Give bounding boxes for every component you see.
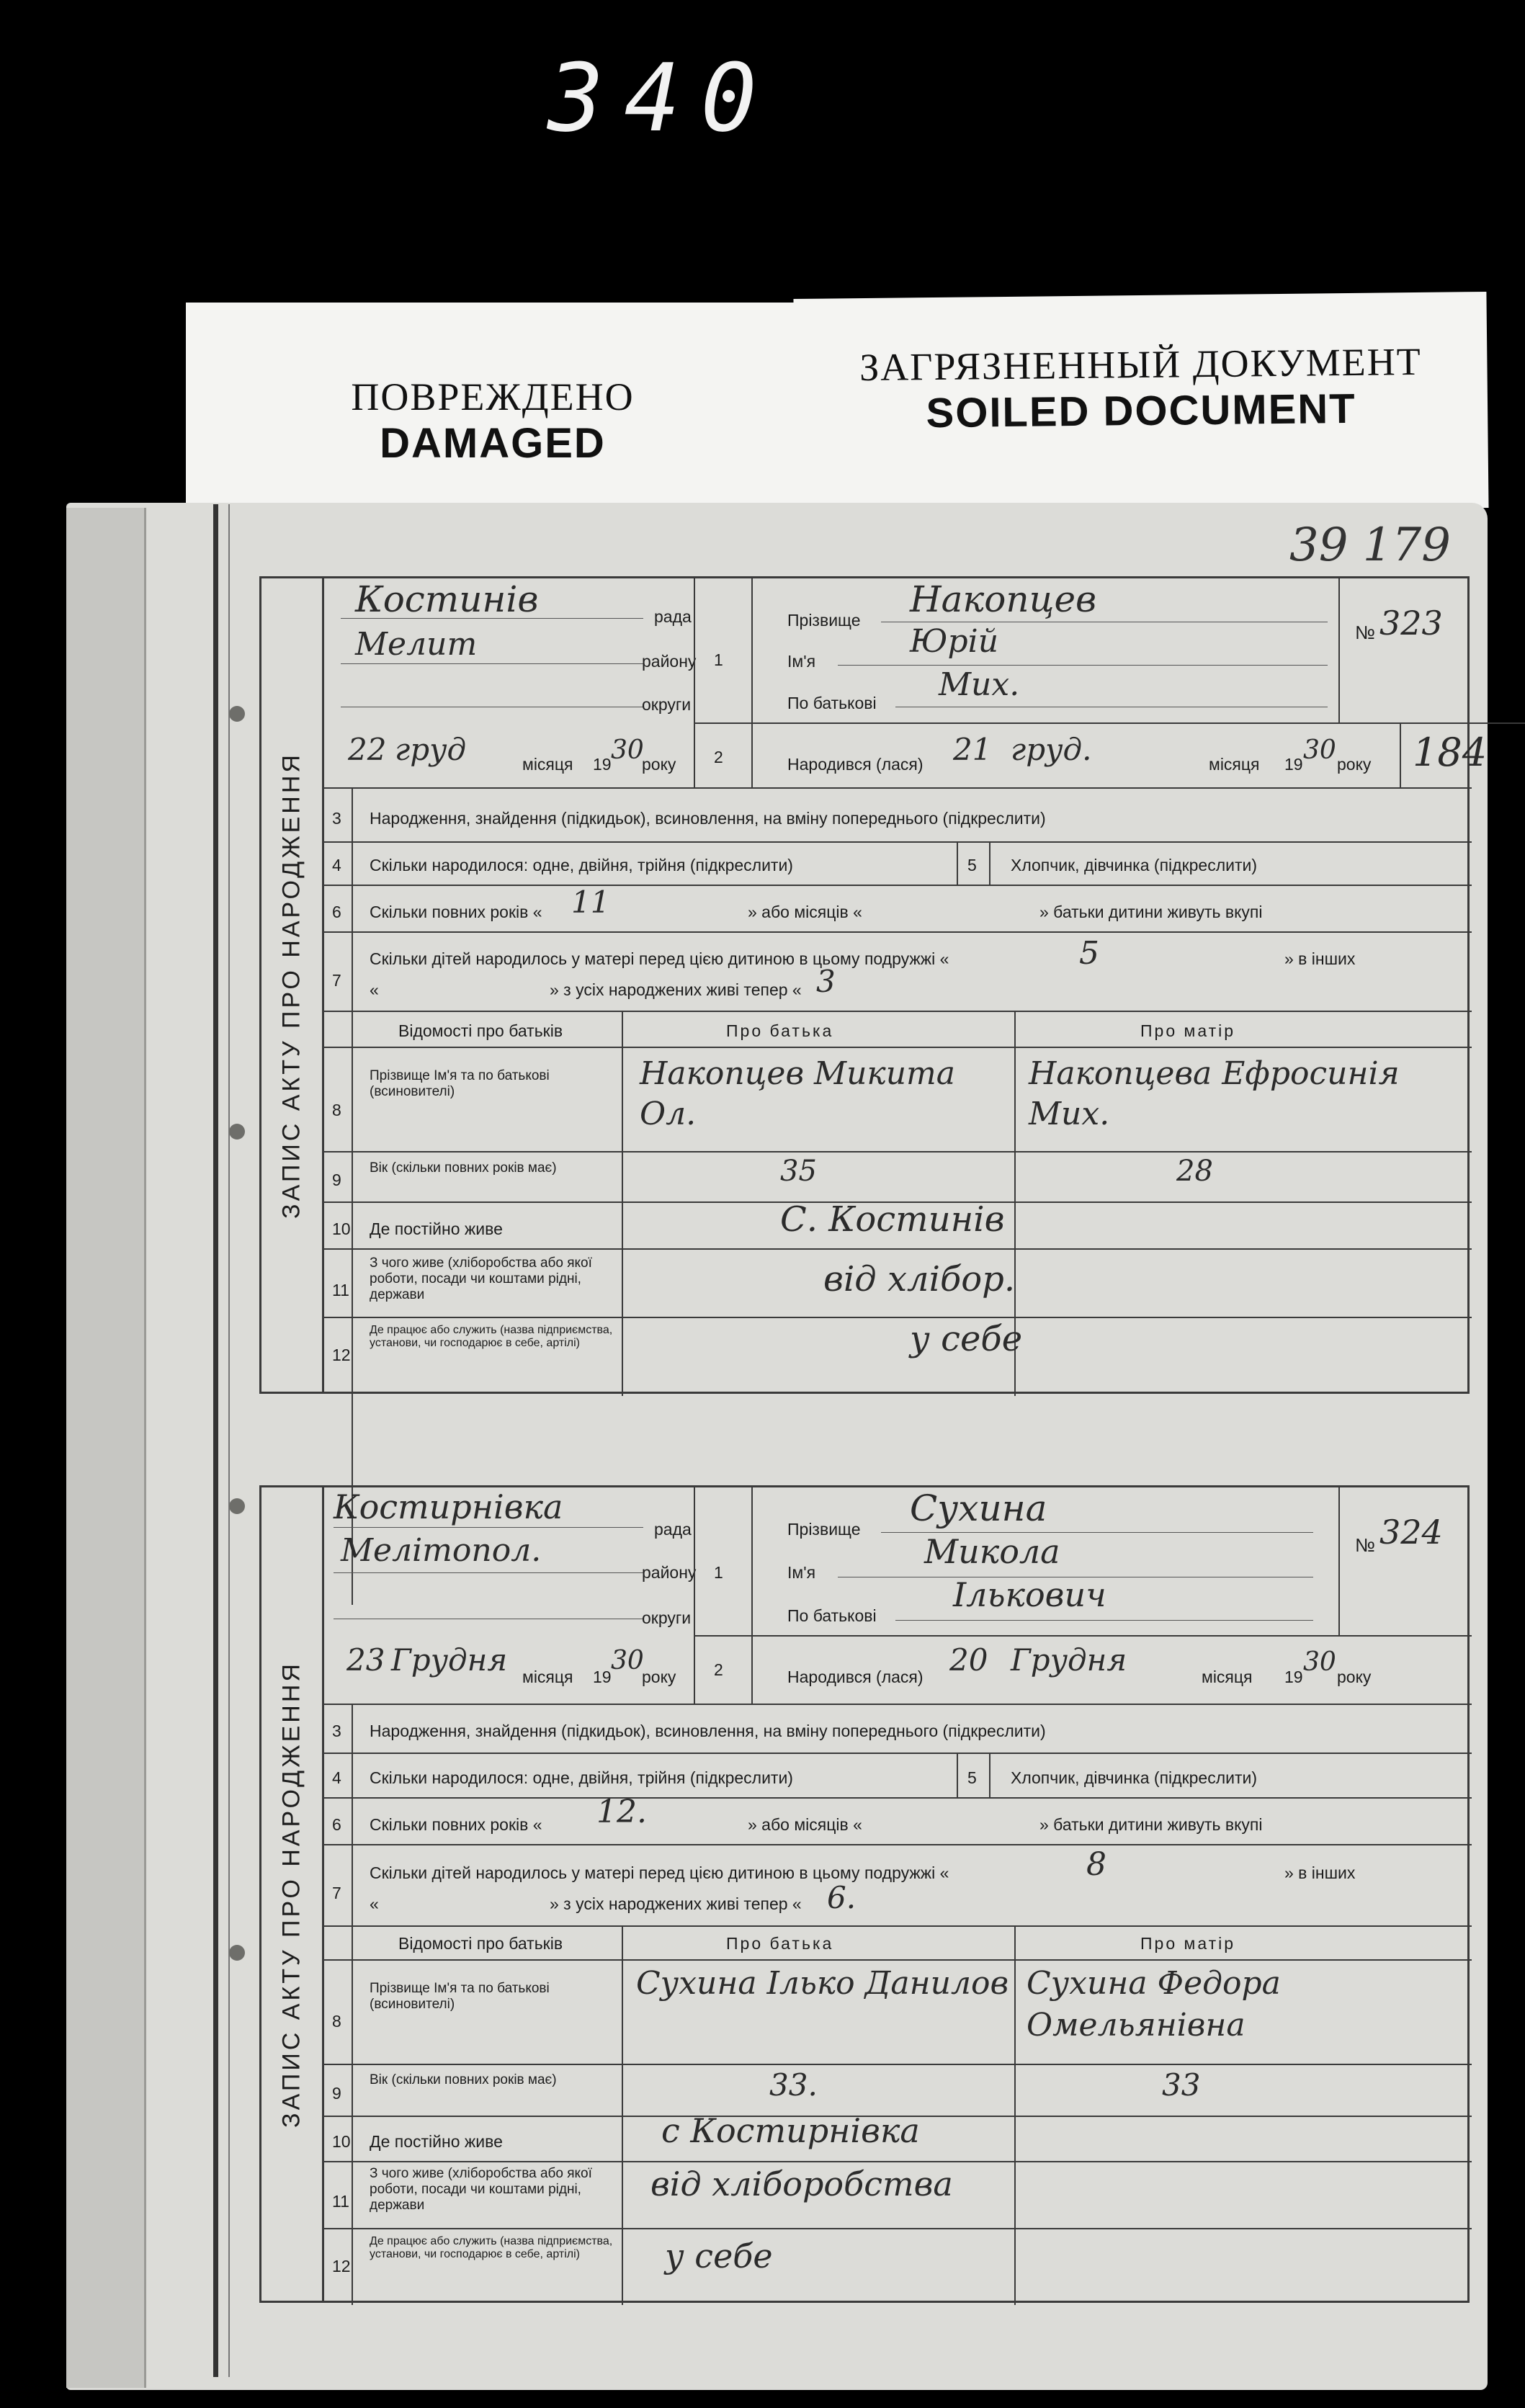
row7-label-c: « xyxy=(370,980,379,999)
mother-age: 28 xyxy=(1176,1155,1213,1188)
soiled-label xyxy=(793,292,1488,515)
sheet-margin xyxy=(66,508,146,2388)
row-divider xyxy=(322,2064,1472,2065)
row-number-9: 9 xyxy=(332,2084,341,2103)
birth-day: 20 xyxy=(949,1642,988,1678)
row6-label-c: » батьки дитини живуть вкупі xyxy=(1039,1815,1263,1834)
row7-label-d: » з усіх народжених живі тепер « xyxy=(550,980,802,999)
residence: с Костирнівка xyxy=(661,2111,920,2150)
row6-label-b: » або місяців « xyxy=(748,1815,862,1834)
father-name: Накопцев Микита Ол. xyxy=(640,1055,956,1132)
surname-label: Прізвище xyxy=(787,1520,861,1539)
record-number-label: № xyxy=(1355,622,1375,643)
birth-year-suffix: 30 xyxy=(1303,1647,1336,1677)
binding-hole xyxy=(229,706,245,722)
soiled-label-ru: ЗАГРЯЗНЕННЫЙ ДОКУМЕНТ xyxy=(859,339,1422,390)
row12-label: Де працює або служить (назва підприємства, установи, чи господарює в себе, артілі) xyxy=(370,1324,613,1349)
row-number-11: 11 xyxy=(332,2192,349,2211)
form-side-title: ЗАПИС АКТУ ПРО НАРОДЖЕННЯ xyxy=(277,751,305,1219)
rada-line xyxy=(341,618,643,619)
row7-label-d: » з усіх народжених живі тепер « xyxy=(550,1894,802,1913)
row5-label: Хлопчик, дівчинка (підкреслити) xyxy=(1011,856,1258,874)
birth-year-label: року xyxy=(1337,1668,1372,1686)
row8-label: Прізвище Ім'я та по батькові (всиновителі) xyxy=(370,1981,550,2012)
row-number-12: 12 xyxy=(332,1346,351,1364)
row-divider xyxy=(322,1704,1472,1705)
father-age: 35 xyxy=(780,1155,817,1188)
raion-value: Мелит xyxy=(355,626,478,663)
reg-year-prefix: 19 xyxy=(593,755,612,774)
raion-label: району xyxy=(642,652,697,671)
years-together: 11 xyxy=(571,885,610,920)
col-divider xyxy=(957,841,958,885)
mother-age: 33 xyxy=(1162,2067,1201,2103)
child-name: Юрій xyxy=(910,623,999,660)
col-divider xyxy=(694,1487,695,1704)
record-number: 323 xyxy=(1379,604,1443,643)
row-divider xyxy=(322,841,1472,843)
reg-day: 23 xyxy=(346,1642,385,1678)
rada-label: рада xyxy=(654,607,692,626)
row-divider xyxy=(322,1317,1472,1318)
row-divider xyxy=(322,1797,1472,1799)
reg-month: груд xyxy=(395,732,467,767)
row-number-2: 2 xyxy=(714,1660,723,1679)
row-divider xyxy=(322,1925,1472,1927)
row-number-6: 6 xyxy=(332,1815,341,1834)
form-side-strip xyxy=(261,578,324,1392)
row9-label: Вік (скільки повних років має) xyxy=(370,2072,557,2087)
col-divider xyxy=(989,1753,990,1797)
name-label: Ім'я xyxy=(787,652,816,671)
name-label: Ім'я xyxy=(787,1563,816,1582)
row6-label-a: Скільки повних років « xyxy=(370,1815,542,1834)
row-divider xyxy=(322,2161,1472,2162)
birth-month: груд. xyxy=(1011,732,1092,767)
birth-year-prefix: 19 xyxy=(1284,755,1303,774)
birth-month: Грудня xyxy=(1011,1642,1127,1678)
sheet-reference: 39 179 xyxy=(1289,519,1451,572)
row12-label: Де працює або служить (назва підприємства, установи, чи господарює в себе, артілі) xyxy=(370,2235,613,2260)
col-divider xyxy=(957,1753,958,1797)
row6-label-c: » батьки дитини живуть вкупі xyxy=(1039,903,1263,921)
row-number-4: 4 xyxy=(332,856,341,874)
residence: С. Костинів xyxy=(780,1199,1005,1240)
row-number-8: 8 xyxy=(332,1101,341,1119)
record-number-label: № xyxy=(1355,1534,1375,1556)
row10-label: Де постійно живе xyxy=(370,1219,503,1238)
col-divider xyxy=(694,578,695,787)
child-patronymic: Ількович xyxy=(953,1575,1106,1614)
col-divider xyxy=(751,1487,753,1704)
col-divider xyxy=(1338,1487,1340,1635)
row-number-5: 5 xyxy=(967,1768,977,1787)
row-number-6: 6 xyxy=(332,903,341,921)
row-number-10: 10 xyxy=(332,1219,351,1238)
row-number-11: 11 xyxy=(332,1281,349,1299)
row7-label-b: » в інших xyxy=(1284,1863,1356,1882)
soiled-label-en: SOILED DOCUMENT xyxy=(926,385,1356,437)
parents-header: Відомості про батьків xyxy=(398,1934,563,1953)
surname-label: Прізвище xyxy=(787,611,861,630)
binding-hole xyxy=(229,1498,245,1514)
row-number-1: 1 xyxy=(714,1563,723,1582)
name-line xyxy=(838,665,1328,666)
years-together: 12. xyxy=(596,1794,647,1830)
living-now: 6. xyxy=(827,1880,857,1915)
damaged-label-ru: ПОВРЕЖДЕНО xyxy=(351,375,635,419)
reg-year-label: року xyxy=(642,1668,676,1686)
children-before: 8 xyxy=(1086,1846,1106,1883)
binding-line xyxy=(213,504,230,2377)
row4-label: Скільки народилося: одне, двійня, трійня (підкреслити) xyxy=(370,856,793,874)
reg-day: 22 xyxy=(348,732,387,767)
row6-label-b: » або місяців « xyxy=(748,903,862,921)
rada-value: Костирнівка xyxy=(334,1487,563,1526)
mother-header: Про матір xyxy=(1140,1021,1236,1040)
reg-month-label: місяця xyxy=(522,755,573,774)
father-header: Про батька xyxy=(726,1934,834,1953)
row10-label: Де постійно живе xyxy=(370,2132,503,2151)
patronymic-line xyxy=(895,1620,1313,1621)
row3-label: Народження, знайдення (підкидьок), всиновлення, на вміну попереднього (підкреслити) xyxy=(370,1722,1046,1740)
row-number-7: 7 xyxy=(332,1884,341,1902)
born-label: Народився (лася) xyxy=(787,755,924,774)
margin-note: 184 xyxy=(1413,730,1488,775)
num-col-divider xyxy=(352,787,353,1605)
child-surname: Сухина xyxy=(910,1487,1047,1529)
row11-label: З чого живе (хліборобства або якої роботи, посади чи коштами рідні, держави xyxy=(370,1256,592,1302)
raion-line xyxy=(341,663,643,664)
row5-label: Хлопчик, дівчинка (підкреслити) xyxy=(1011,1768,1258,1787)
damaged-label xyxy=(186,303,800,519)
row-number-5: 5 xyxy=(967,856,977,874)
row-divider xyxy=(322,1753,1472,1754)
row-divider xyxy=(322,1844,1472,1845)
father-age: 33. xyxy=(769,2067,818,2103)
raion-label: району xyxy=(642,1563,697,1582)
mother-name: Сухина Федора Омельянівна xyxy=(1027,1965,1281,2044)
row-number-4: 4 xyxy=(332,1768,341,1787)
row7-label-a: Скільки дітей народилось у матері перед цією дитиною в цьому подружжі « xyxy=(370,949,949,968)
num-col-divider xyxy=(352,1704,353,2305)
row7-label-a: Скільки дітей народилось у матері перед цією дитиною в цьому подружжі « xyxy=(370,1863,949,1882)
row-divider xyxy=(322,1151,1472,1152)
birth-month-label: місяця xyxy=(1202,1668,1253,1686)
child-patronymic: Мих. xyxy=(939,666,1020,703)
col-divider xyxy=(1338,578,1340,722)
children-before: 5 xyxy=(1079,935,1099,972)
okruha-label: округи xyxy=(642,695,692,714)
reg-year-suffix: 30 xyxy=(611,735,644,765)
child-surname: Накопцев xyxy=(910,578,1097,620)
frame-number: 340 xyxy=(547,43,777,153)
reg-month-label: місяця xyxy=(522,1668,573,1686)
row-number-10: 10 xyxy=(332,2132,351,2151)
row-divider xyxy=(322,1047,1472,1048)
reg-month: Грудня xyxy=(391,1642,508,1678)
birth-record-form xyxy=(259,1485,1470,2303)
record-number: 324 xyxy=(1379,1513,1443,1552)
damaged-label-en: DAMAGED xyxy=(380,420,606,467)
row-divider xyxy=(694,1635,1472,1637)
row-divider xyxy=(322,885,1472,886)
reg-year-prefix: 19 xyxy=(593,1668,612,1686)
workplace: у себе xyxy=(665,2237,773,2275)
row-number-7: 7 xyxy=(332,971,341,990)
rada-label: рада xyxy=(654,1520,692,1539)
birth-month-label: місяця xyxy=(1209,755,1260,774)
col-divider xyxy=(1400,722,1401,787)
raion-line xyxy=(334,1572,643,1573)
row-divider xyxy=(322,1248,1472,1250)
col-divider xyxy=(751,578,753,787)
row-number-9: 9 xyxy=(332,1171,341,1189)
patronymic-label: По батькові xyxy=(787,1606,877,1625)
father-header: Про батька xyxy=(726,1021,834,1040)
livelihood: від хліборобства xyxy=(650,2165,953,2203)
row3-label: Народження, знайдення (підкидьок), всиновлення, на вміну попереднього (підкреслити) xyxy=(370,809,1046,828)
col-divider xyxy=(622,1011,623,1396)
col-divider xyxy=(989,841,990,885)
row-number-8: 8 xyxy=(332,2012,341,2031)
parents-header: Відомості про батьків xyxy=(398,1021,563,1040)
child-name: Микола xyxy=(924,1532,1060,1571)
patronymic-label: По батькові xyxy=(787,694,877,712)
living-now: 3 xyxy=(816,964,836,999)
row-divider xyxy=(322,2228,1472,2229)
form-side-title: ЗАПИС АКТУ ПРО НАРОДЖЕННЯ xyxy=(277,1660,305,2128)
birth-record-form xyxy=(259,576,1488,1394)
livelihood: від хлібор. xyxy=(823,1259,1016,1299)
birth-day: 21 xyxy=(953,732,992,767)
workplace: у себе xyxy=(910,1319,1023,1359)
born-label: Народився (лася) xyxy=(787,1668,924,1686)
row9-label: Вік (скільки повних років має) xyxy=(370,1160,557,1176)
okruha-label: округи xyxy=(642,1608,692,1627)
row-divider xyxy=(322,1959,1472,1961)
row8-label: Прізвище Ім'я та по батькові (всиновителі) xyxy=(370,1068,550,1099)
birth-year-prefix: 19 xyxy=(1284,1668,1303,1686)
row-number-3: 3 xyxy=(332,1722,341,1740)
mother-name: Накопцева Ефросинія Мих. xyxy=(1029,1055,1400,1132)
row-number-2: 2 xyxy=(714,748,723,766)
rada-value: Костинів xyxy=(355,578,539,620)
row-divider xyxy=(322,931,1472,933)
row6-label-a: Скільки повних років « xyxy=(370,903,542,921)
binding-hole xyxy=(229,1945,245,1961)
mother-header: Про матір xyxy=(1140,1934,1236,1953)
reg-year-suffix: 30 xyxy=(611,1646,644,1675)
row-number-3: 3 xyxy=(332,809,341,828)
row11-label: З чого живе (хліборобства або якої роботи, посади чи коштами рідні, держави xyxy=(370,2166,592,2213)
birth-year-suffix: 30 xyxy=(1303,735,1336,765)
row4-label: Скільки народилося: одне, двійня, трійня (підкреслити) xyxy=(370,1768,793,1787)
father-name: Сухина Ілько Данилов xyxy=(636,1965,1009,2002)
binding-hole xyxy=(229,1124,245,1140)
row-number-12: 12 xyxy=(332,2257,351,2275)
reg-year-label: року xyxy=(642,755,676,774)
birth-year-label: року xyxy=(1337,755,1372,774)
row7-label-c: « xyxy=(370,1894,379,1913)
row7-label-b: » в інших xyxy=(1284,949,1356,968)
form-side-strip xyxy=(261,1487,324,2301)
row-divider xyxy=(322,1011,1472,1012)
row-divider xyxy=(322,787,1472,789)
rada-line xyxy=(334,1527,643,1528)
raion-value: Мелітопол. xyxy=(341,1532,542,1569)
row-number-1: 1 xyxy=(714,650,723,669)
